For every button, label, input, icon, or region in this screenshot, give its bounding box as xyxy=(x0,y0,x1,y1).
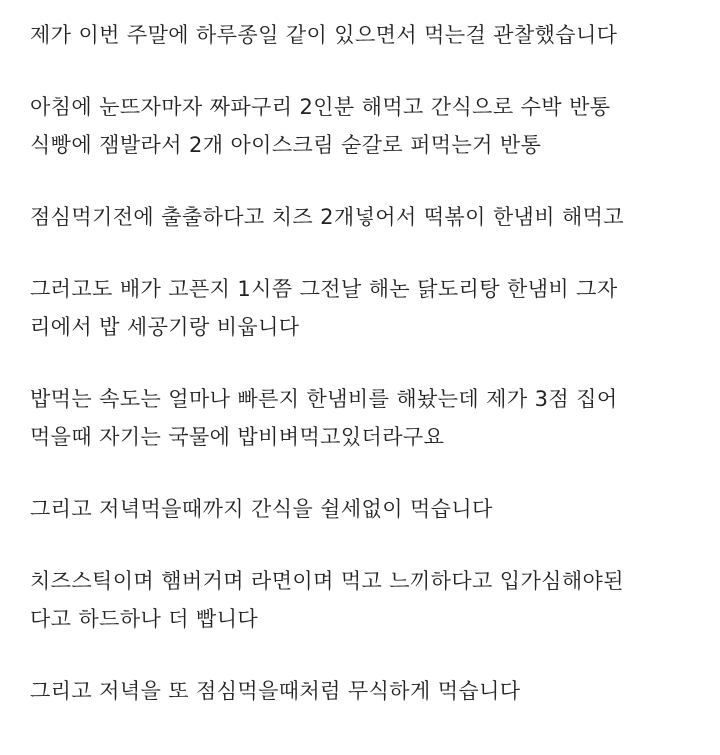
text-line: 그리고 저녁먹을때까지 간식을 쉴세없이 먹습니다 xyxy=(30,497,493,521)
text-line: 제가 이번 주말에 하루종일 같이 있으면서 먹는걸 관찰했습니다 xyxy=(30,23,618,47)
paragraph-2 xyxy=(30,88,720,164)
text-line: 식빵에 잼발라서 2개 아이스크림 숟갈로 퍼먹는거 반통 xyxy=(30,133,542,157)
paragraph-7 xyxy=(30,562,720,638)
text-line: 그러고도 배가 고픈지 1시쯤 그전날 해논 닭도리탕 한냄비 그자 xyxy=(30,277,618,301)
text-line: 치즈스틱이며 햄버거며 라면이며 먹고 느끼하다고 입가심해야된 xyxy=(30,569,624,593)
text-line: 리에서 밥 세공기랑 비웁니다 xyxy=(30,315,300,339)
paragraph-8 xyxy=(30,672,720,710)
paragraph-6 xyxy=(30,490,720,528)
paragraph-4 xyxy=(30,270,720,346)
paragraph-3 xyxy=(30,198,720,236)
paragraph-1 xyxy=(30,16,720,54)
text-line: 먹을때 자기는 국물에 밥비벼먹고있더라구요 xyxy=(30,425,445,449)
text-line: 아침에 눈뜨자마자 짜파구리 2인분 해먹고 간식으로 수박 반통 xyxy=(30,95,611,119)
text-line: 밥먹는 속도는 얼마나 빠른지 한냄비를 해놨는데 제가 3점 집어 xyxy=(30,387,618,411)
text-line: 그리고 저녁을 또 점심먹을때처럼 무식하게 먹습니다 xyxy=(30,679,521,703)
text-line: 다고 하드하나 더 빱니다 xyxy=(30,607,259,631)
paragraph-5 xyxy=(30,380,720,456)
text-line: 점심먹기전에 출출하다고 치즈 2개넣어서 떡볶이 한냄비 해먹고 xyxy=(30,205,625,229)
